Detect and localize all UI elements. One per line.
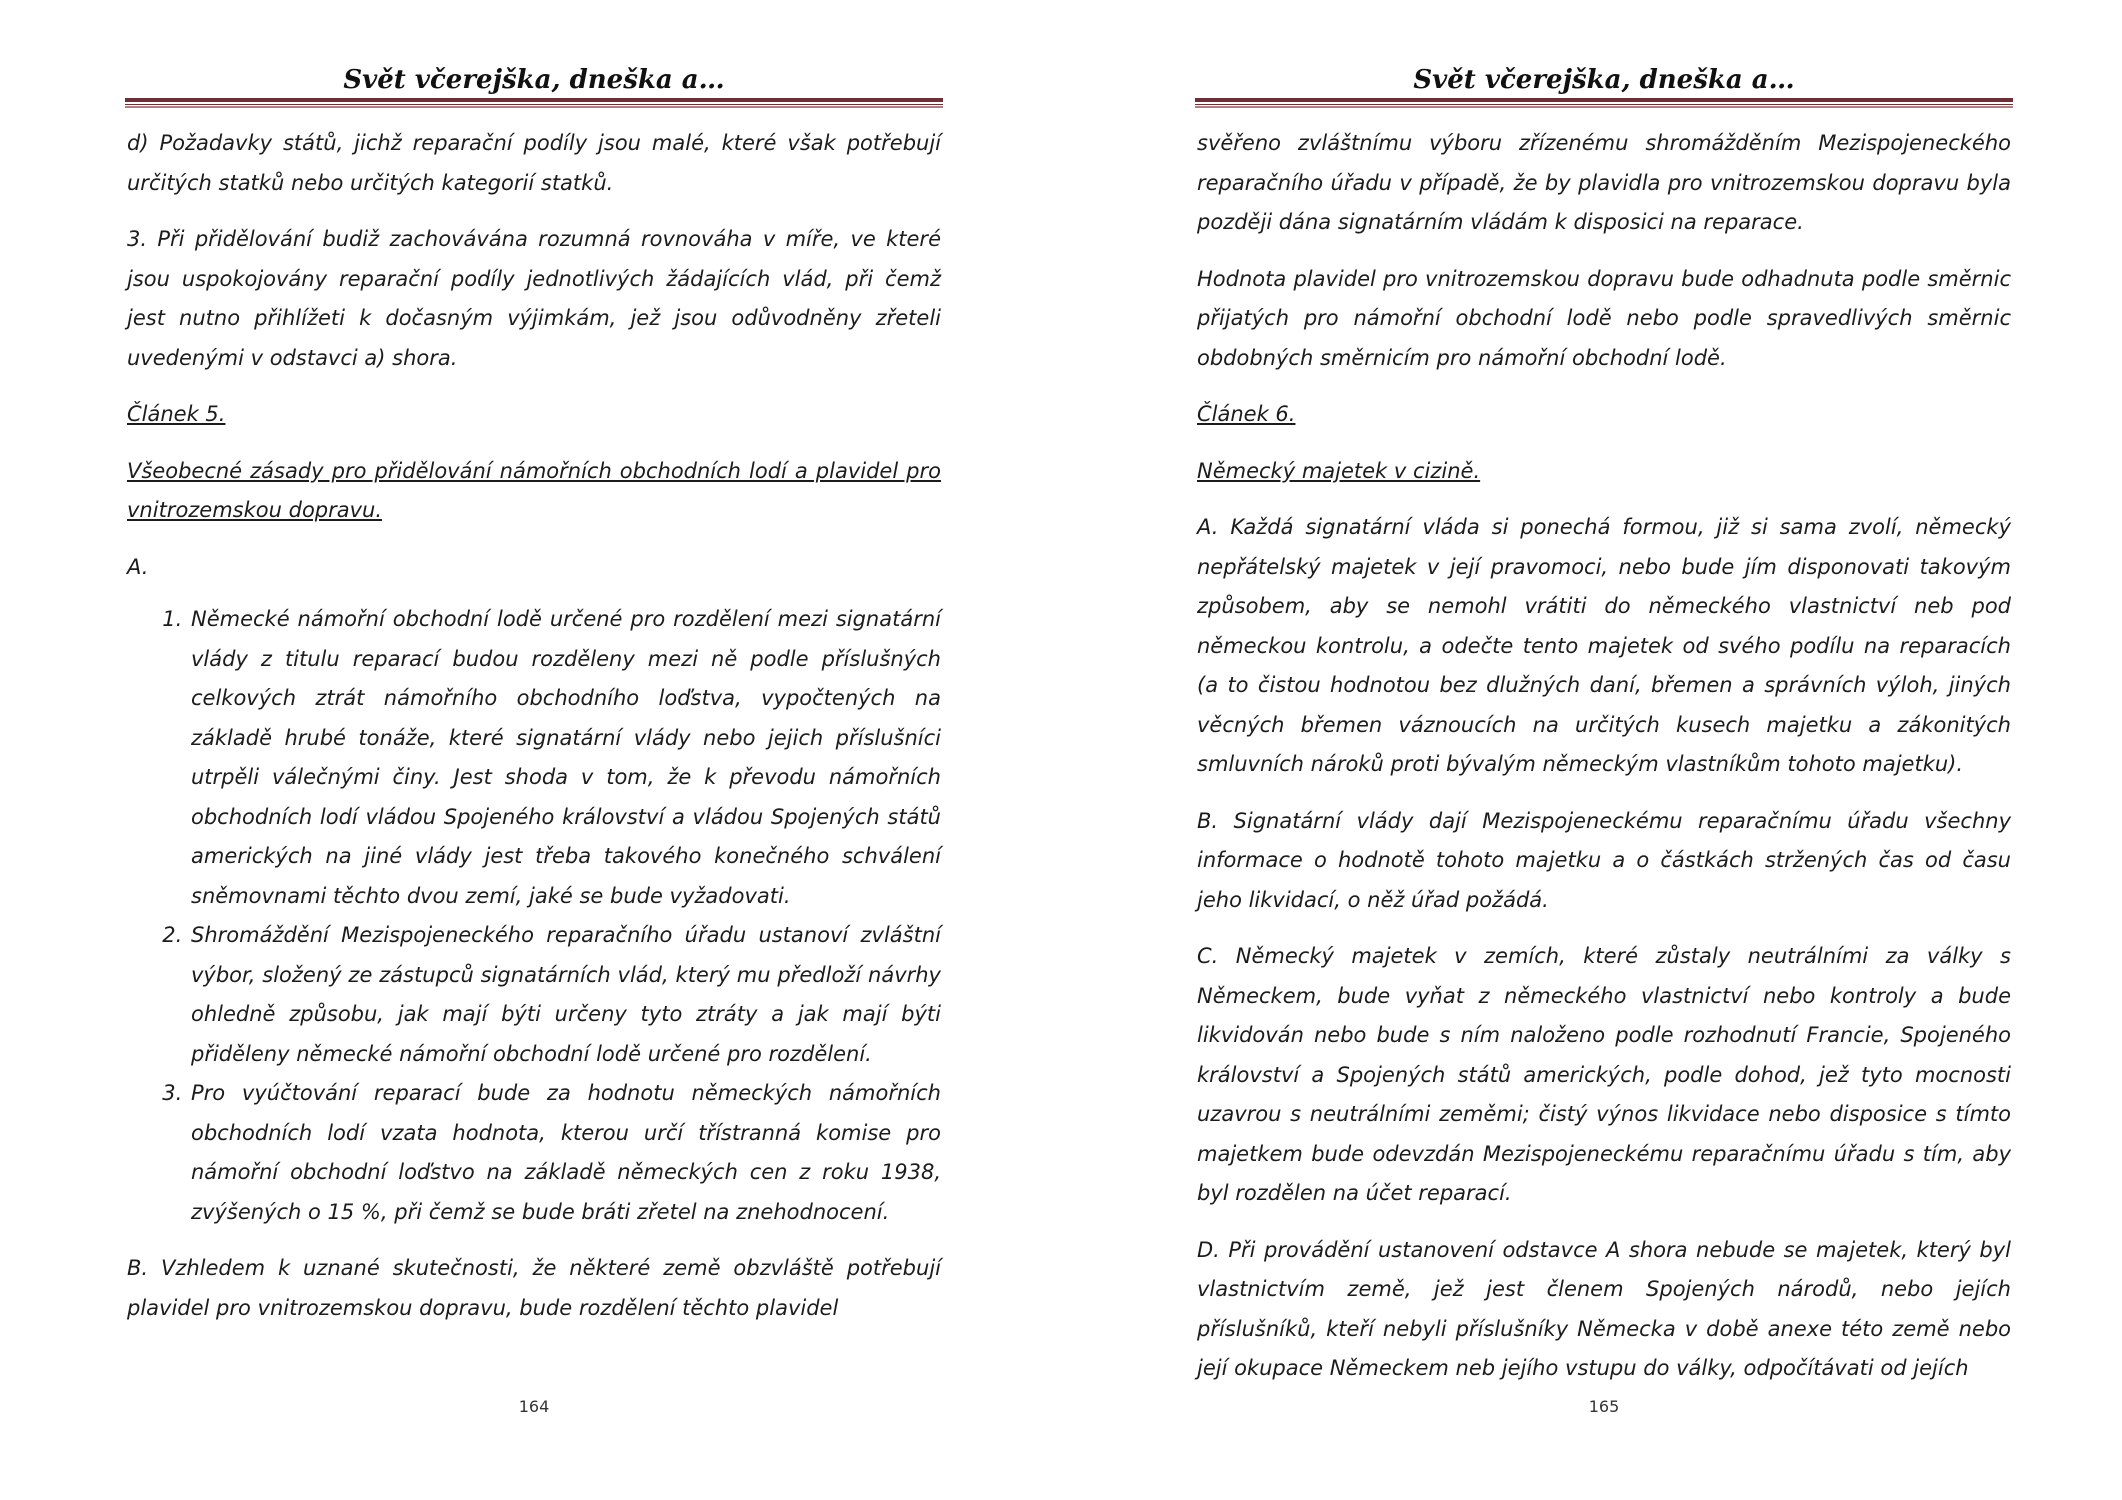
page-body xyxy=(127,124,941,1345)
list-item: 3. Pro vyúčtování reparací bude za hodnotu německých námořních obchodních lodí vzata hodnota, kterou určí třístranná komise pro námořní obchodní loďstvo na základě německých cen z roku 1938, zvýšených o 15 %, při čemž se bude bráti zřetel na znehodnocení. xyxy=(189,1074,941,1232)
paragraph-3: 3. Při přidělování budiž zachovávána rozumná rovnováha v míře, ve které jsou uspokojovány reparační podíly jednotlivých žádajících vlád, při čemž jest nutno přihlížeti k dočasným výjimkám, jež jsou odůvodněny zřeteli uvedenými v odstavci a) shora. xyxy=(127,227,941,370)
paragraph-d: D. Při provádění ustanovení odstavce A shora nebude se majetek, který byl vlastnictvím země, jež jest členem Spojených národů, nebo jejích příslušníků, kteří nebyli příslušníky Německa v době anexe této země nebo její okupace Německem neb jejího vstupu do války, odpočítávati od jejích xyxy=(1197,1237,2011,1380)
list-item: 2. Shromáždění Mezispojeneckého reparačního úřadu ustanoví zvláštní výbor, složený ze zástupců signatárních vlád, který mu předloží návrhy ohledně způsobu, jak mají býti určeny tyto ztráty a jak mají býti přiděleny německé námořní obchodní lodě určené pro rozdělení. xyxy=(189,916,941,1074)
running-head: Svět včerejška, dneška a… xyxy=(343,65,725,95)
paragraph-value: Hodnota plavidel pro vnitrozemskou dopravu bude odhadnuta podle směrnic přijatých pro námořní obchodní lodě nebo podle spravedlivých směrnic obdobných směrnicím pro námořní obchodní lodě. xyxy=(1197,266,2011,370)
list-item: 1. Německé námořní obchodní lodě určené pro rozdělení mezi signatární vlády z titulu reparací budou rozděleny mezi ně podle příslušných celkových ztrát námořního obchodního loďstva, vypočtených na základě hrubé tonáže, které signatární vlády nebo jejich příslušníci utrpěli válečnými činy. Jest shoda v tom, že k převodu námořních obchodních lodí vládou Spojeného království a vládou Spojených států amerických na jiné vlády jest třeba takového konečného schválení sněmovnami těchto dvou zemí, jaké se bude vyžadovati. xyxy=(189,600,941,916)
header-rule xyxy=(1195,98,2013,108)
section-a-label: A. xyxy=(127,554,149,579)
running-head: Svět včerejška, dneška a… xyxy=(1413,65,1795,95)
right-page xyxy=(1195,0,2013,1500)
paragraph-d: d) Požadavky států, jichž reparační podíly jsou malé, které však potřebují určitých statků nebo určitých kategorií statků. xyxy=(127,131,941,195)
paragraph-continued: svěřeno zvláštnímu výboru zřízenému shromážděním Mezispojeneckého reparačního úřadu v případě, že by plavidla pro vnitrozemskou dopravu byla později dána signatárním vládám k disposici na reparace. xyxy=(1197,131,2011,234)
page-number: 165 xyxy=(1588,1397,1620,1416)
paragraph-b: B. Vzhledem k uznané skutečnosti, že některé země obzvláště potřebují plavidel pro vnitrozemskou dopravu, bude rozdělení těchto plavidel xyxy=(127,1256,941,1320)
page-number: 164 xyxy=(518,1397,550,1416)
paragraph-b: B. Signatární vlády dají Mezispojeneckému reparačnímu úřadu všechny informace o hodnotě tohoto majetku a o částkách stržených čas od času jeho likvidací, o něž úřad požádá. xyxy=(1197,808,2011,912)
article-subtitle: Všeobecné zásady pro přidělování námořních obchodních lodí a plavidel pro vnitrozemskou dopravu. xyxy=(127,458,941,522)
paragraph-a: A. Každá signatární vláda si ponechá formou, již si sama zvolí, německý nepřátelský majetek v její pravomoci, nebo bude jím disponovati takovým způsobem, aby se nemohl vrátiti do německého vlastnictví neb pod německou kontrolu, a odečte tento majetek od svého podílu na reparacích (a to čistou hodnotou bez dlužných daní, břemen a správních výloh, jiných věcných břemen váznoucích na určitých kusech majetku a zákonitých smluvních nároků proti bývalým německým vlastníkům tohoto majetku). xyxy=(1197,515,2011,776)
page-body xyxy=(1197,124,2011,1406)
article-title: Článek 5. xyxy=(127,402,226,426)
left-page xyxy=(125,0,943,1500)
header-rule xyxy=(125,98,943,108)
paragraph-c: C. Německý majetek v zemích, které zůstaly neutrálními za války s Německem, bude vyňat z německého vlastnictví nebo kontroly a bude likvidován nebo bude s ním naloženo podle rozhodnutí Francie, Spojeného království a Spojených států amerických, podle dohod, jež tyto mocnosti uzavrou s neutrálními zeměmi; čistý výnos likvidace nebo disposice s tímto majetkem bude odevzdán Mezispojeneckému reparačnímu úřadu s tím, aby byl rozdělen na účet reparací. xyxy=(1197,944,2011,1205)
numbered-list xyxy=(127,600,941,1232)
article-subtitle: Německý majetek v cizině. xyxy=(1197,458,1481,483)
article-title: Článek 6. xyxy=(1197,402,1296,426)
